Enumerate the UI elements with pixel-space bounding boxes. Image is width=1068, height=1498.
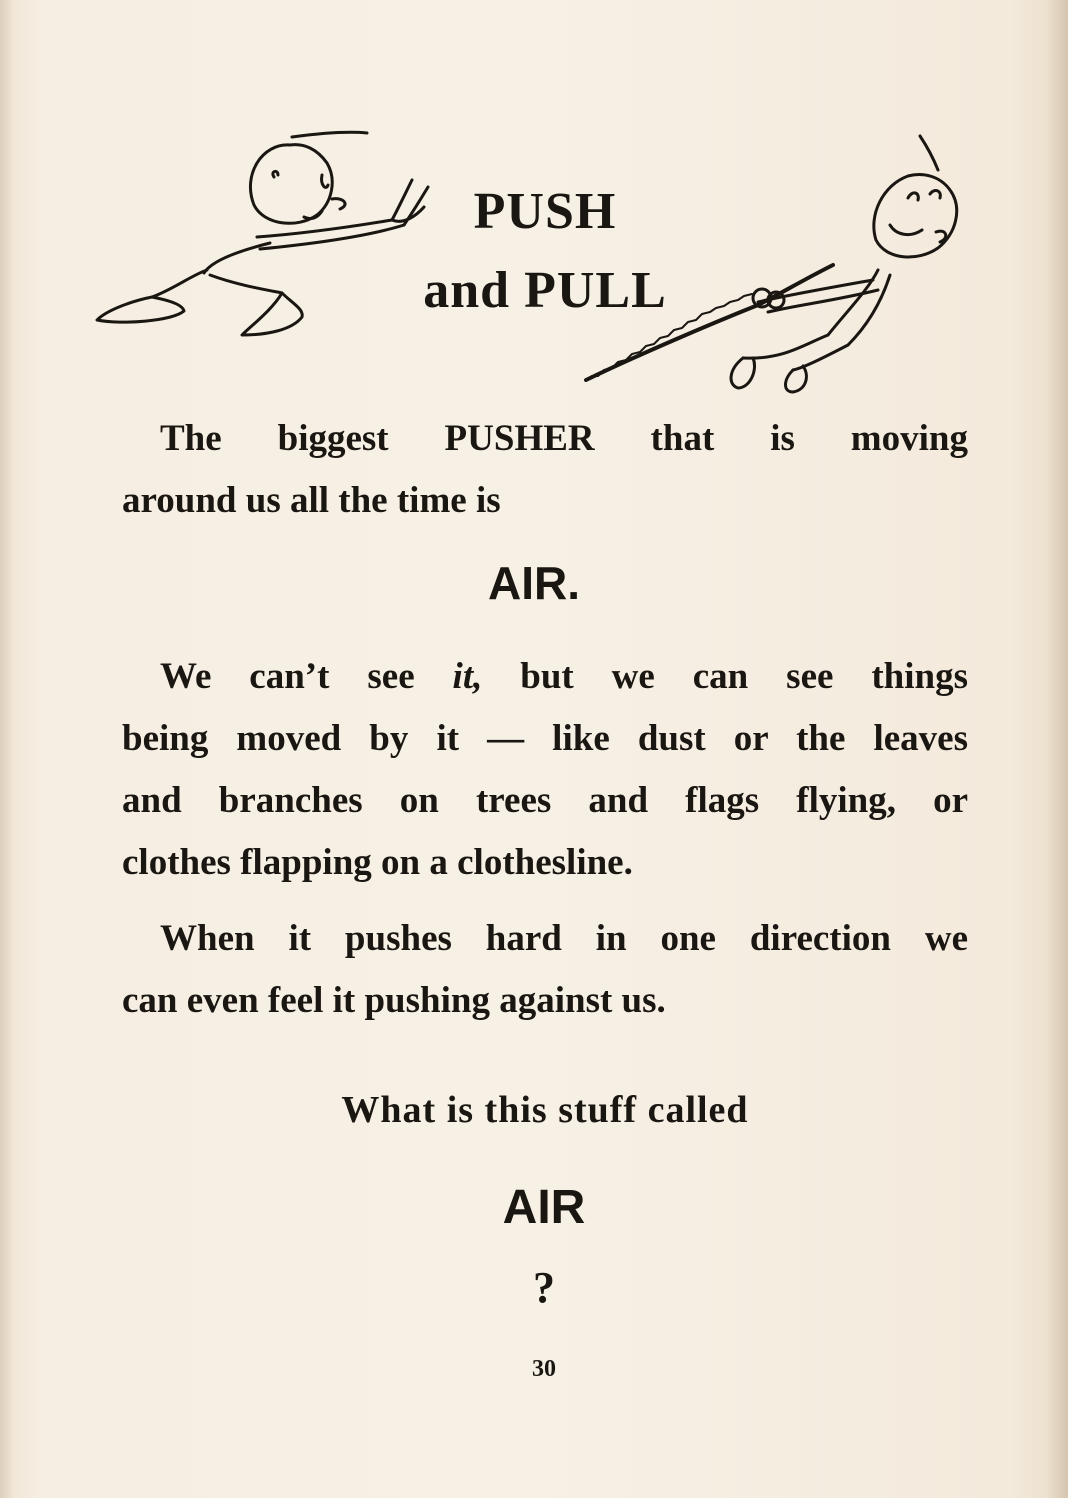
paragraph-2-line-4: clothes flapping on a clothesline. (122, 842, 633, 883)
paragraph-2-line-2: being moved by it — like dust or the leaves (122, 718, 968, 759)
question-text: What is this stuff called (341, 1089, 749, 1131)
air-final-heading: AIR (502, 1181, 586, 1234)
page-number: 30 (532, 1356, 556, 1382)
page-title-line-1: PUSH (473, 183, 617, 240)
paragraph-2-line-3: and branches on trees and flags flying, or (122, 780, 968, 821)
paragraph-3 (122, 908, 968, 1032)
paragraph-1-line-2: around us all the time is (122, 480, 501, 521)
paragraph-2 (122, 646, 968, 894)
paragraph-3-line-1: When it pushes hard in one direction we (160, 918, 968, 959)
paragraph-1-line-1: The biggest PUSHER that is moving (160, 418, 968, 459)
paragraph-2-line-1 (122, 646, 968, 708)
stick-figure-pushing-icon (92, 125, 437, 340)
paragraph-2-line-1-pre: We can’t see (160, 656, 415, 697)
paragraph-3-line-2: can even feel it pushing against us. (122, 980, 666, 1021)
paragraph-1 (122, 408, 968, 532)
question-mark: ? (533, 1263, 555, 1312)
paragraph-2-line-1-post: but we can see things (520, 656, 968, 697)
air-heading: AIR. (488, 557, 580, 609)
page-title-line-2: and PULL (423, 262, 667, 319)
emphasis-it: it, (452, 656, 483, 697)
